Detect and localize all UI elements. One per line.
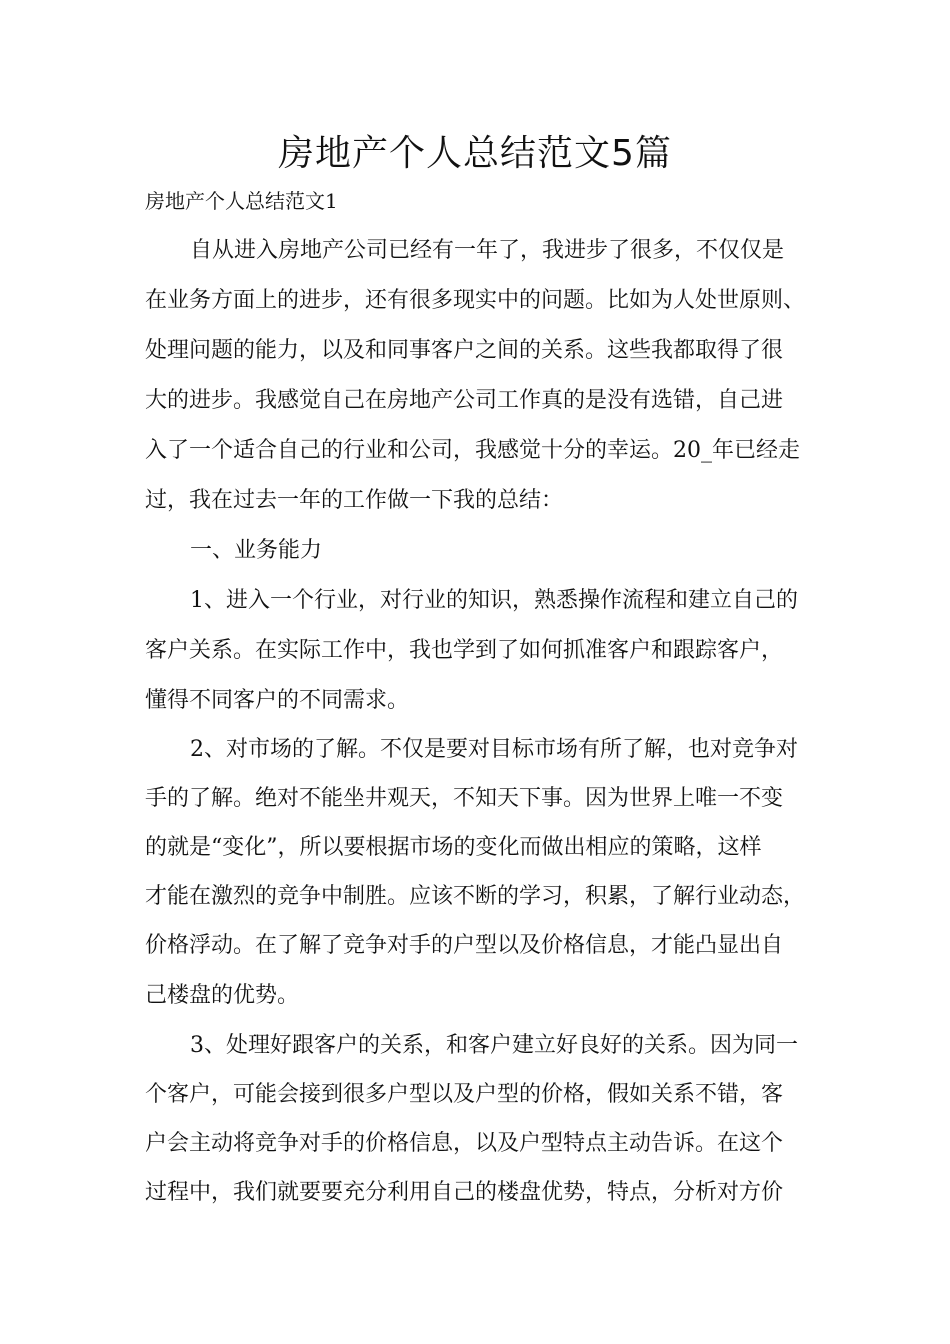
paragraph-line: 大的进步。我感觉自己在房地产公司工作真的是没有选错，自己进 [145,388,784,413]
paragraph-line: 己楼盘的优势。 [145,983,300,1008]
paragraph-line: 处理问题的能力，以及和同事客户之间的关系。这些我都取得了很 [145,338,784,363]
paragraph-line: 3、处理好跟客户的关系，和客户建立好良好的关系。因为同一 [190,1033,798,1058]
section-heading-business: 一、业务能力 [190,538,323,563]
paragraph-line: 自从进入房地产公司已经有一年了，我进步了很多，不仅仅是 [190,238,785,263]
paragraph-line: 入了一个适合自己的行业和公司，我感觉十分的幸运。20_年已经走 [145,438,800,463]
paragraph-line: 户会主动将竞争对手的价格信息，以及户型特点主动告诉。在这个 [145,1131,784,1156]
paragraph-line: 2、对市场的了解。不仅是要对目标市场有所了解，也对竞争对 [190,737,798,762]
document-title: 房地产个人总结范文5篇 [278,133,672,174]
paragraph-line: 才能在激烈的竞争中制胜。应该不断的学习，积累，了解行业动态， [145,884,806,909]
paragraph-line: 价格浮动。在了解了竞争对手的户型以及价格信息，才能凸显出自 [145,933,784,958]
paragraph-line: 手的了解。绝对不能坐井观天，不知天下事。因为世界上唯一不变 [145,786,784,811]
paragraph-line: 客户关系。在实际工作中，我也学到了如何抓准客户和跟踪客户， [145,638,784,663]
paragraph-line: 个客户，可能会接到很多户型以及户型的价格，假如关系不错，客 [145,1082,784,1107]
paragraph-line: 的就是“变化”，所以要根据市场的变化而做出相应的策略，这样 [145,835,762,860]
section-heading: 房地产个人总结范文1 [145,189,338,213]
paragraph-line: 1、进入一个行业，对行业的知识，熟悉操作流程和建立自己的 [190,588,798,613]
paragraph-line: 过，我在过去一年的工作做一下我的总结： [145,488,564,513]
paragraph-line: 过程中，我们就要要充分利用自己的楼盘优势，特点，分析对方价 [145,1180,784,1205]
paragraph-line: 在业务方面上的进步，还有很多现实中的问题。比如为人处世原则、 [145,288,806,313]
paragraph-line: 懂得不同客户的不同需求。 [145,688,410,713]
